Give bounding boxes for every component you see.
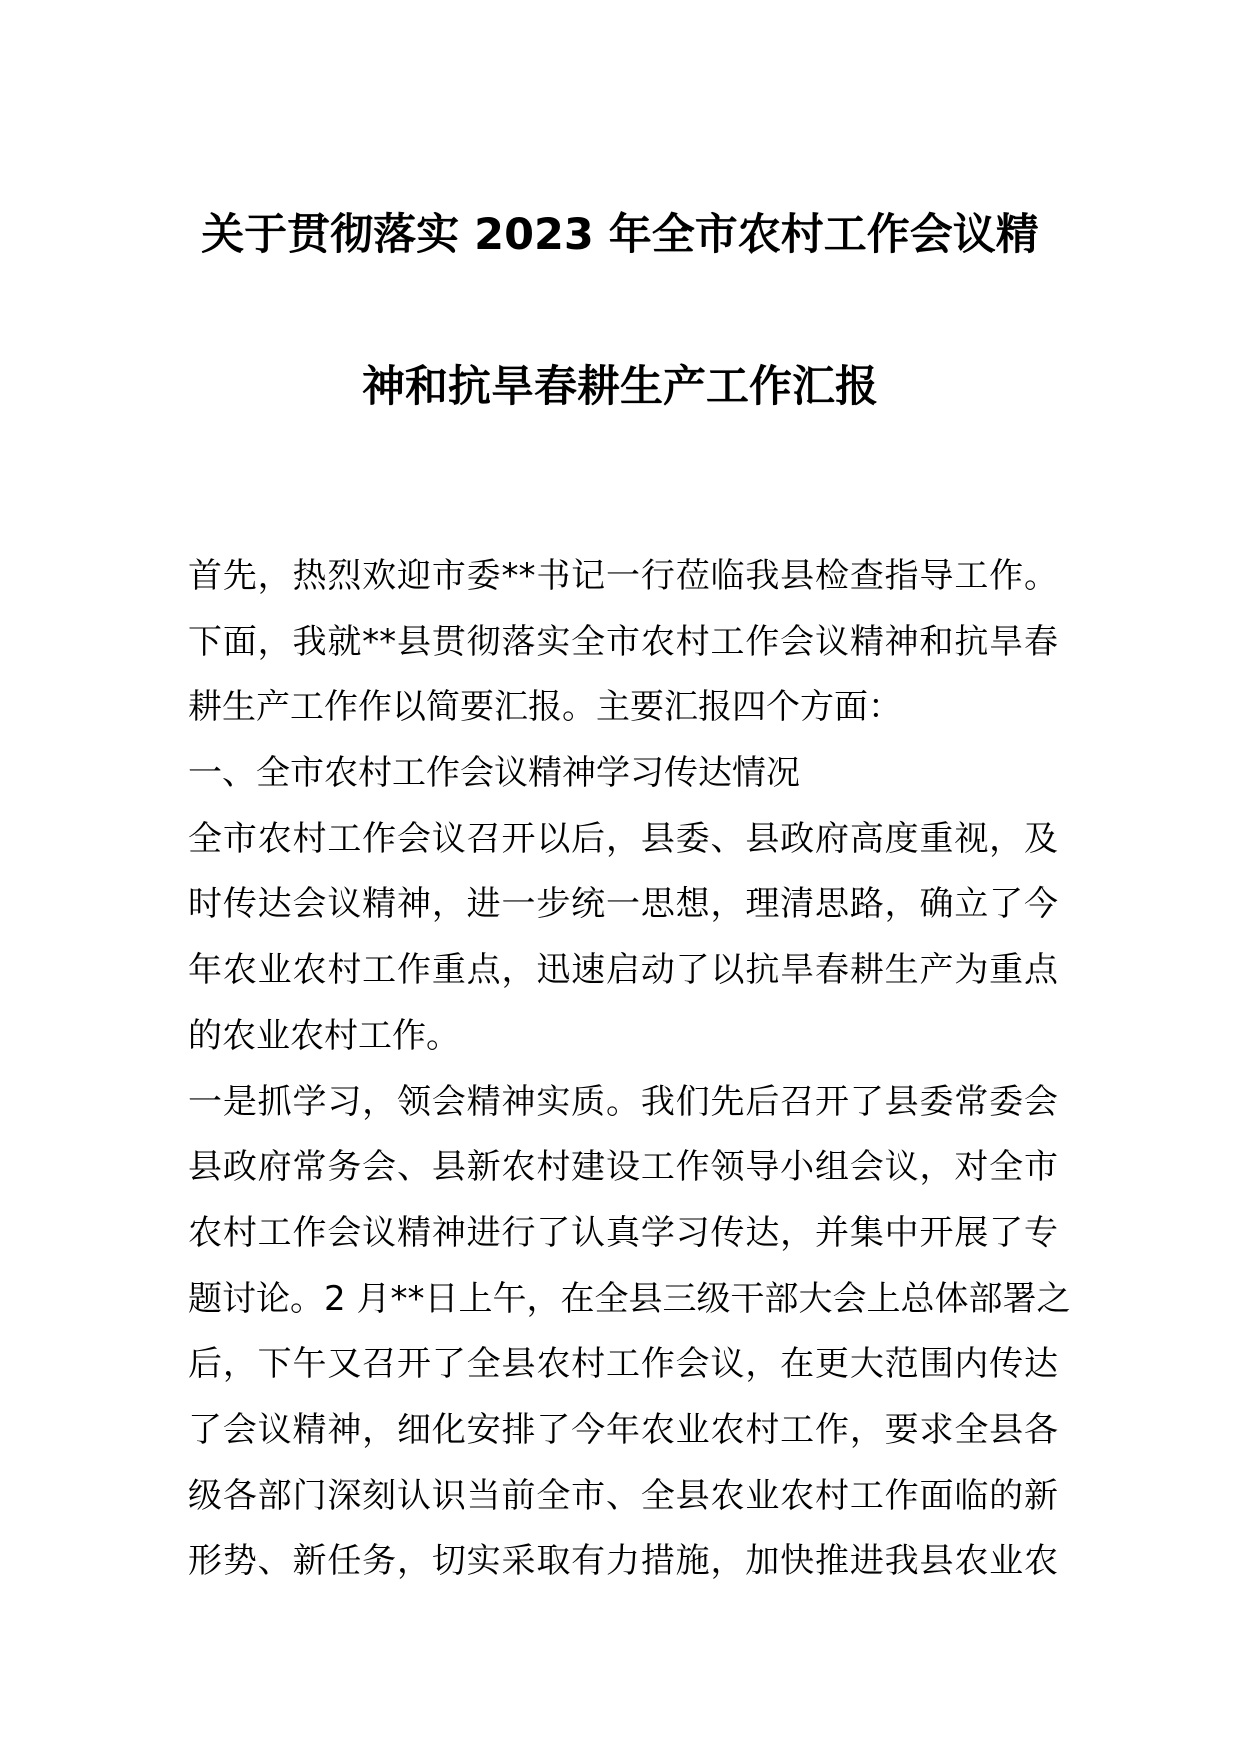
document-title-line-2: 神和抗旱春耕生产工作汇报	[362, 362, 878, 412]
body-line: 了会议精神，细化安排了今年农业农村工作，要求全县各	[188, 1409, 1058, 1450]
body-line: 耕生产工作作以简要汇报。主要汇报四个方面：	[188, 687, 902, 728]
body-line: 全市农村工作会议召开以后，县委、县政府高度重视，及	[188, 818, 1058, 859]
body-line: 时传达会议精神，进一步统一思想，理清思路，确立了今	[188, 884, 1058, 925]
document-body	[188, 544, 1071, 1595]
body-line: 题讨论。2 月**日上午，在全县三级干部大会上总体部署之	[188, 1278, 1071, 1319]
body-line: 县政府常务会、县新农村建设工作领导小组会议，对全市	[188, 1147, 1058, 1188]
body-line: 年农业农村工作重点，迅速启动了以抗旱春耕生产为重点	[188, 950, 1058, 991]
section-heading: 一、全市农村工作会议精神学习传达情况	[188, 753, 800, 794]
body-line: 的农业农村工作。	[188, 1015, 460, 1056]
document-title-line-1: 关于贯彻落实 2023 年全市农村工作会议精	[201, 210, 1039, 260]
body-line: 农村工作会议精神进行了认真学习传达，并集中开展了专	[188, 1212, 1058, 1253]
body-line: 首先，热烈欢迎市委**书记一行莅临我县检查指导工作。	[188, 556, 1058, 596]
body-line: 下面，我就**县贯彻落实全市农村工作会议精神和抗旱春	[188, 621, 1058, 662]
body-line: 形势、新任务，切实采取有力措施，加快推进我县农业农	[188, 1541, 1058, 1582]
body-line: 级各部门深刻认识当前全市、全县农业农村工作面临的新	[188, 1475, 1058, 1516]
body-line: 后，下午又召开了全县农村工作会议，在更大范围内传达	[188, 1344, 1058, 1385]
body-line: 一是抓学习，领会精神实质。我们先后召开了县委常委会	[188, 1081, 1058, 1122]
